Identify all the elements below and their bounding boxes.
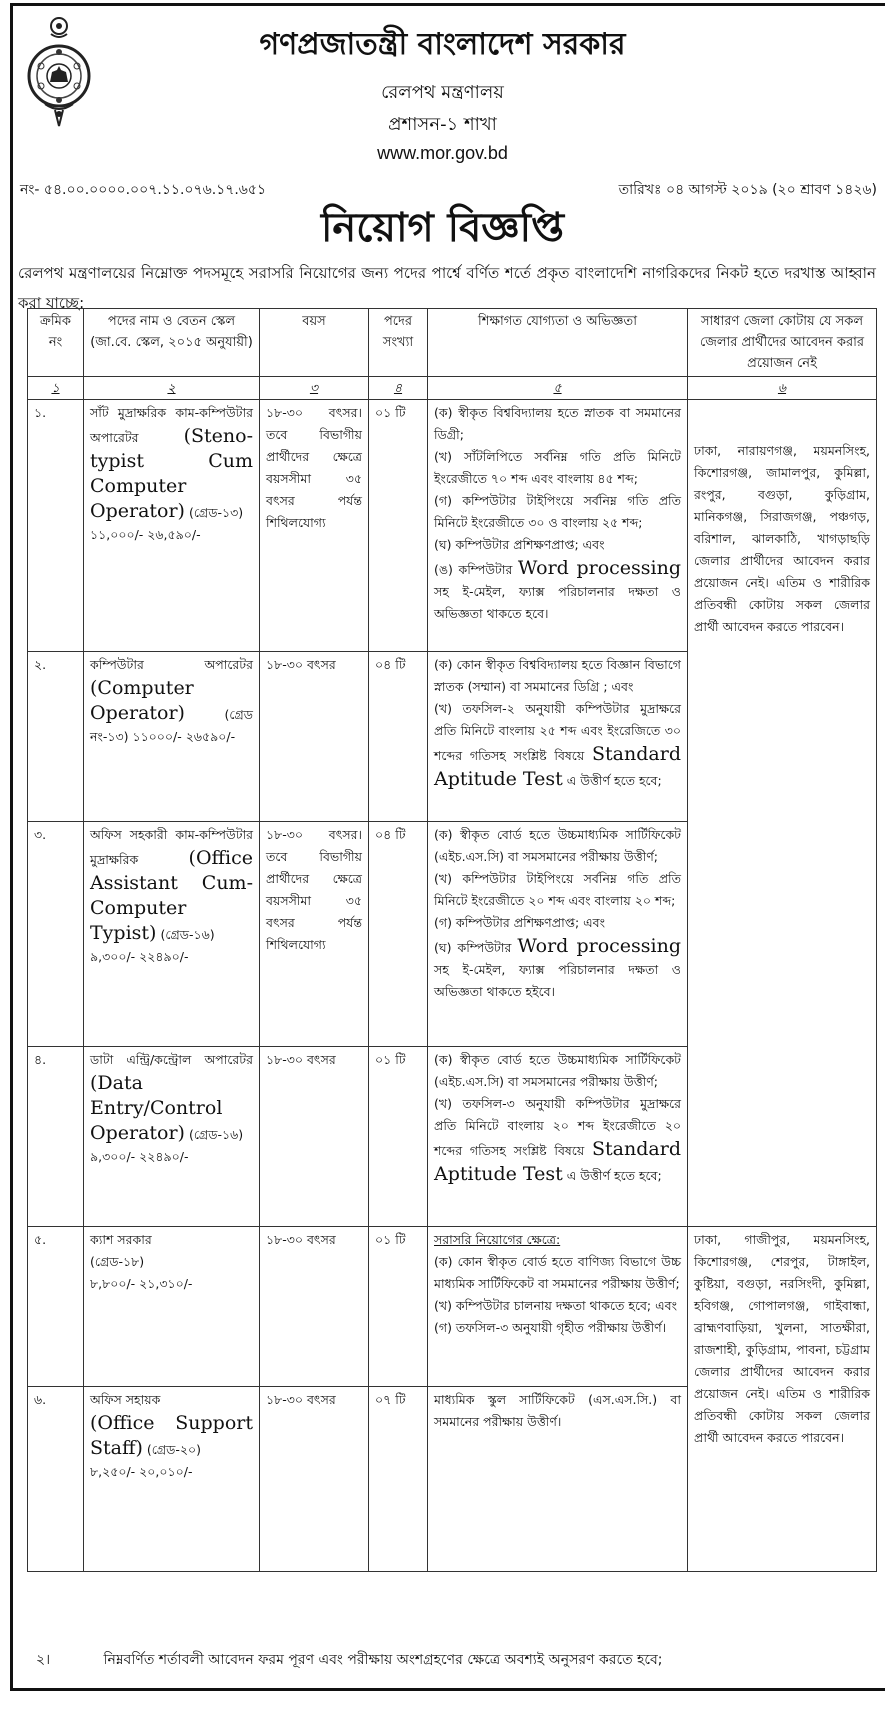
column-number: ৩ — [260, 377, 369, 400]
pay-scale: ৯,৩০০/- ২২৪৯০/- — [90, 949, 189, 964]
qualification-item-en: Standard Aptitude Test — [434, 743, 681, 790]
website-link[interactable]: www.mor.gov.bd — [377, 143, 508, 163]
quota-text: ঢাকা, গাজীপুর, ময়মনসিংহ, কিশোরগঞ্জ, শেরপুর, টাঙ্গাইল, কুষ্টিয়া, বগুড়া, নরসিংদী, কুমিল্লা, হবিগঞ্জ, গোপালগঞ্জ, গাইবান্ধা, ব্রাহ্মণবাড়িয়া, খুলনা, সাতক্ষীরা, রাজশাহী, কুড়িগ্রাম, পাবনা, চট্টগ্রাম জেলার প্রার্থীদের আবেদন করার প্রয়োজন নেই। এতিম ও শারীরিক প্রতিবন্ধী কোটায় সকল জেলার প্রার্থী আবেদন করতে পারবেন। — [694, 1232, 870, 1445]
vacancy-table — [27, 308, 877, 1572]
post-name-en: (Office Support Staff) — [90, 1412, 253, 1459]
ministry-name: রেলপথ মন্ত্রণালয় — [381, 82, 504, 103]
post-cell — [84, 400, 260, 652]
qualification-item: (খ) কম্পিউটার চালনায় দক্ষতা থাকতে হবে; এবং — [434, 1298, 677, 1313]
clause-text: নিম্নবর্ণিত শর্তাবলী আবেদন ফরম পূরণ এবং পরীক্ষায় অংশগ্রহণের ক্ষেত্রে অবশ্যই অনুসরণ করতে হবে; — [103, 1652, 663, 1668]
table-row — [28, 400, 877, 652]
qualification-item: (ঘ) কম্পিউটার প্রশিক্ষণপ্রাপ্ত; এবং — [434, 537, 605, 552]
qualification-item-suffix: এ উত্তীর্ণ হতে হবে; — [566, 1168, 662, 1183]
age-cell: ১৮-৩০ বৎসর — [260, 652, 369, 822]
count-cell: ০১ টি — [369, 400, 428, 652]
post-name-bn: সাঁট মুদ্রাক্ষরিক কাম-কম্পিউটার অপারেটর — [90, 405, 253, 445]
qualification-item: (খ) সাঁটলিপিতে সর্বনিম্ন গতি প্রতি মিনিটে ইংরেজীতে ৭০ শব্দ এবং বাংলায় ৪৫ শব্দ; — [434, 449, 681, 486]
qualification-item-en: Word processing — [517, 935, 681, 957]
post-cell — [84, 1047, 260, 1227]
column-number: ৬ — [688, 377, 877, 400]
qualification-item-suffix: এ উত্তীর্ণ হতে হবে; — [566, 773, 662, 788]
qualification-item: (গ) কম্পিউটার প্রশিক্ষণপ্রাপ্ত; এবং — [434, 915, 605, 930]
column-number: ১ — [28, 377, 84, 400]
age-cell: ১৮-৩০ বৎসর। তবে বিভাগীয় প্রার্থীদের ক্ষেত্রে বয়সসীমা ৩৫ বৎসর পর্যন্ত শিথিলযোগ্য — [260, 400, 369, 652]
pay-scale: ১১০০০/- ২৬৫৯০/- — [132, 729, 236, 744]
serial-cell: ২. — [28, 652, 84, 822]
qualification-item-prefix: (খ) তফসিল-৩ অনুযায়ী কম্পিউটার মুদ্রাক্ষরে প্রতি মিনিটে বাংলায় ২০ শব্দ ইংরেজীতে ২০ শব্দের গতিসহ সংশ্লিষ্ট বিষয়ে — [434, 1096, 681, 1158]
qualification-item: (খ) কম্পিউটার টাইপিংয়ে সর্বনিম্ন গতি প্রতি মিনিটে ইংরেজীতে ২০ শব্দ এবং বাংলায় ২০ শব্দ; — [434, 871, 681, 908]
qualification-cell — [428, 822, 688, 1047]
qualification-item: (ক) কোন স্বীকৃত বিশ্ববিদ্যালয় হতে বিজ্ঞান বিভাগে স্নাতক (সম্মান) বা সমমানের ডিগ্রি ; এবং — [434, 657, 681, 694]
count-cell: ০১ টি — [369, 1047, 428, 1227]
qualification-cell — [428, 652, 688, 822]
header-age: বয়স — [260, 309, 369, 377]
section-name: প্রশাসন-১ শাখা — [388, 114, 497, 135]
post-cell — [84, 1227, 260, 1387]
age-cell: ১৮-৩০ বৎসর — [260, 1047, 369, 1227]
post-name-bn: ক্যাশ সরকার — [90, 1232, 152, 1247]
qualification-item-en: Standard Aptitude Test — [434, 1138, 681, 1185]
header-qualification: শিক্ষাগত যোগ্যতা ও অভিজ্ঞতা — [428, 309, 688, 377]
count-cell: ০৪ টি — [369, 822, 428, 1047]
post-name-bn: কম্পিউটার অপারেটর — [90, 657, 253, 672]
qualification-item: (গ) কম্পিউটার টাইপিংয়ে সর্বনিম্ন গতি প্রতি মিনিটে ইংরেজীতে ৩০ ও বাংলায় ২৫ শব্দ; — [434, 493, 681, 530]
post-name-en: (Steno-typist Cum Computer Operator) — [90, 425, 253, 522]
qualification-item-suffix: সহ ই-মেইল, ফ্যাক্স পরিচালনার দক্ষতা ও অভিজ্ঞতা থাকতে হইবে। — [434, 962, 681, 999]
column-number-row — [28, 377, 877, 400]
footer-clause — [36, 1648, 663, 1672]
government-heading: গণপ্রজাতন্ত্রী বাংলাদেশ সরকার — [259, 27, 626, 62]
qualification-item: (ক) স্বীকৃত বোর্ড হতে উচ্চমাধ্যমিক সার্টিফিকেট (এইচ.এস.সি) বা সমসমানের পরীক্ষায় উত্তীর্ণ; — [434, 827, 681, 864]
age-cell: ১৮-৩০ বৎসর — [260, 1227, 369, 1387]
pay-scale: ৯,৩০০/- ২২৪৯০/- — [90, 1149, 189, 1164]
column-number: ৫ — [428, 377, 688, 400]
quota-cell — [688, 1227, 877, 1572]
column-number: ২ — [84, 377, 260, 400]
pay-scale: ১১,০০০/- ২৬,৫৯০/- — [90, 527, 201, 542]
header-serial: ক্রমিক নং — [28, 309, 84, 377]
memo-number: নং- ৫৪.০০.০০০০.০০৭.১১.০৭৬.১৭.৬৫১ — [20, 182, 267, 198]
post-name-en: (Office Assistant Cum-Computer Typist) — [90, 847, 253, 944]
table-row — [28, 1227, 877, 1387]
count-cell: ০১ টি — [369, 1227, 428, 1387]
post-name-en: (Data Entry/Control Operator) — [90, 1072, 223, 1144]
serial-cell: ৫. — [28, 1227, 84, 1387]
header-quota: সাধারণ জেলা কোটায় যে সকল জেলার প্রার্থীদের আবেদন করার প্রয়োজন নেই — [688, 309, 877, 377]
qualification-cell — [428, 1227, 688, 1387]
grade: (গ্রেড-১৬) — [188, 1127, 244, 1142]
notice-title: নিয়োগ বিজ্ঞপ্তি — [320, 204, 564, 251]
memo-date: তারিখঃ ০৪ আগস্ট ২০১৯ (২০ শ্রাবণ ১৪২৬) — [618, 182, 877, 198]
qualification-cell — [428, 400, 688, 652]
grade: (গ্রেড নং-১৩) — [90, 707, 253, 744]
grade: (গ্রেড-১৮) — [90, 1254, 145, 1269]
serial-cell: ৩. — [28, 822, 84, 1047]
qualification-item-prefix: (ঙ) কম্পিউটার — [434, 562, 513, 577]
qualification-cell — [428, 1047, 688, 1227]
header-post: পদের নাম ও বেতন স্কেল (জা.বে. স্কেল, ২০১৫ অনুযায়ী) — [84, 309, 260, 377]
qualification-item: মাধ্যমিক স্কুল সার্টিফিকেট (এস.এস.সি.) বা সমমানের পরীক্ষায় উত্তীর্ণ। — [434, 1392, 681, 1429]
post-cell — [84, 652, 260, 822]
pay-scale: ৮,৮০০/- ২১,৩১০/- — [90, 1276, 193, 1291]
qualification-cell — [428, 1387, 688, 1572]
quota-cell — [688, 400, 877, 1227]
post-name-en: (Computer Operator) — [90, 677, 194, 724]
qualification-item-prefix: (ঘ) কম্পিউটার — [434, 940, 512, 955]
intro-paragraph: রেলপথ মন্ত্রণালয়ের নিম্নোক্ত পদসমূহে সরাসরি নিয়োগের জন্য পদের পার্শ্বে বর্ণিত শর্তে প্রকৃত বাংলাদেশি নাগরিকদের নিকট হতে দরখাস্ত আহ্বান করা যাচ্ছে: — [18, 264, 876, 312]
quota-text: ঢাকা, নারায়ণগঞ্জ, ময়মনসিংহ, কিশোরগঞ্জ, জামালপুর, কুমিল্লা, রংপুর, বগুড়া, কুড়িগ্রাম, মানিকগঞ্জ, সিরাজগঞ্জ, পঞ্চগড়, বরিশাল, ঝালকাঠি, খাগড়াছড়ি জেলার প্রার্থীদের আবেদন করার প্রয়োজন নেই। এতিম ও শারীরিক প্রতিবন্ধী কোটায় সকল জেলার প্রার্থী আবেদন করতে পারবেন। — [694, 443, 870, 634]
serial-cell: ৬. — [28, 1387, 84, 1572]
pay-scale: ৮,২৫০/- ২০,০১০/- — [90, 1464, 193, 1479]
age-cell: ১৮-৩০ বৎসর। তবে বিভাগীয় প্রার্থীদের ক্ষেত্রে বয়সসীমা ৩৫ বৎসর পর্যন্ত শিথিলযোগ্য — [260, 822, 369, 1047]
qualification-item: (ক) স্বীকৃত বোর্ড হতে উচ্চমাধ্যমিক সার্টিফিকেট (এইচ.এস.সি) বা সমসমানের পরীক্ষায় উত্তীর্ণ; — [434, 1052, 681, 1089]
post-cell — [84, 1387, 260, 1572]
qualification-item-suffix: সহ ই-মেইল, ফ্যাক্স পরিচালনার দক্ষতা ও অভিজ্ঞতা থাকতে হবে। — [434, 584, 681, 621]
post-name-bn: ডাটা এন্ট্রি/কন্ট্রোল অপারেটর — [90, 1052, 253, 1067]
grade: (গ্রেড-১৬) — [160, 927, 215, 942]
serial-cell: ১. — [28, 400, 84, 652]
qualification-item: (গ) তফসিল-৩ অনুযায়ী গৃহীত পরীক্ষায় উত্তীর্ণ। — [434, 1320, 667, 1335]
qualification-item: (ক) কোন স্বীকৃত বোর্ড হতে বাণিজ্য বিভাগে উচ্চ মাধ্যমিক সার্টিফিকেট বা সমমানের পরীক্ষায় উত্তীর্ণ; — [434, 1254, 681, 1291]
qualification-item: (ক) স্বীকৃত বিশ্ববিদ্যালয় হতে স্নাতক বা সমমানের ডিগ্রী; — [434, 405, 681, 442]
serial-cell: ৪. — [28, 1047, 84, 1227]
header-count: পদের সংখ্যা — [369, 309, 428, 377]
grade: (গ্রেড-২০) — [146, 1442, 202, 1457]
qualification-item-prefix: (খ) তফসিল-২ অনুযায়ী কম্পিউটার মুদ্রাক্ষরে প্রতি মিনিটে বাংলায় ২৫ শব্দ এবং ইংরেজিতে ৩০ শব্দের গতিসহ সংশ্লিষ্ট বিষয়ে — [434, 701, 681, 763]
count-cell: ০৭ টি — [369, 1387, 428, 1572]
table-header-row — [28, 309, 877, 377]
post-name-bn: অফিস সহকারী কাম-কম্পিউটার মুদ্রাক্ষরিক — [90, 827, 253, 867]
qualification-item-en: Word processing — [517, 557, 681, 579]
post-cell — [84, 822, 260, 1047]
qualification-heading: সরাসরি নিয়োগের ক্ষেত্রে: — [434, 1232, 561, 1247]
clause-number: ২। — [36, 1652, 51, 1668]
post-name-bn: অফিস সহায়ক — [90, 1392, 161, 1407]
age-cell: ১৮-৩০ বৎসর — [260, 1387, 369, 1572]
column-number: ৪ — [369, 377, 428, 400]
grade: (গ্রেড-১৩) — [188, 505, 244, 520]
count-cell: ০৪ টি — [369, 652, 428, 822]
